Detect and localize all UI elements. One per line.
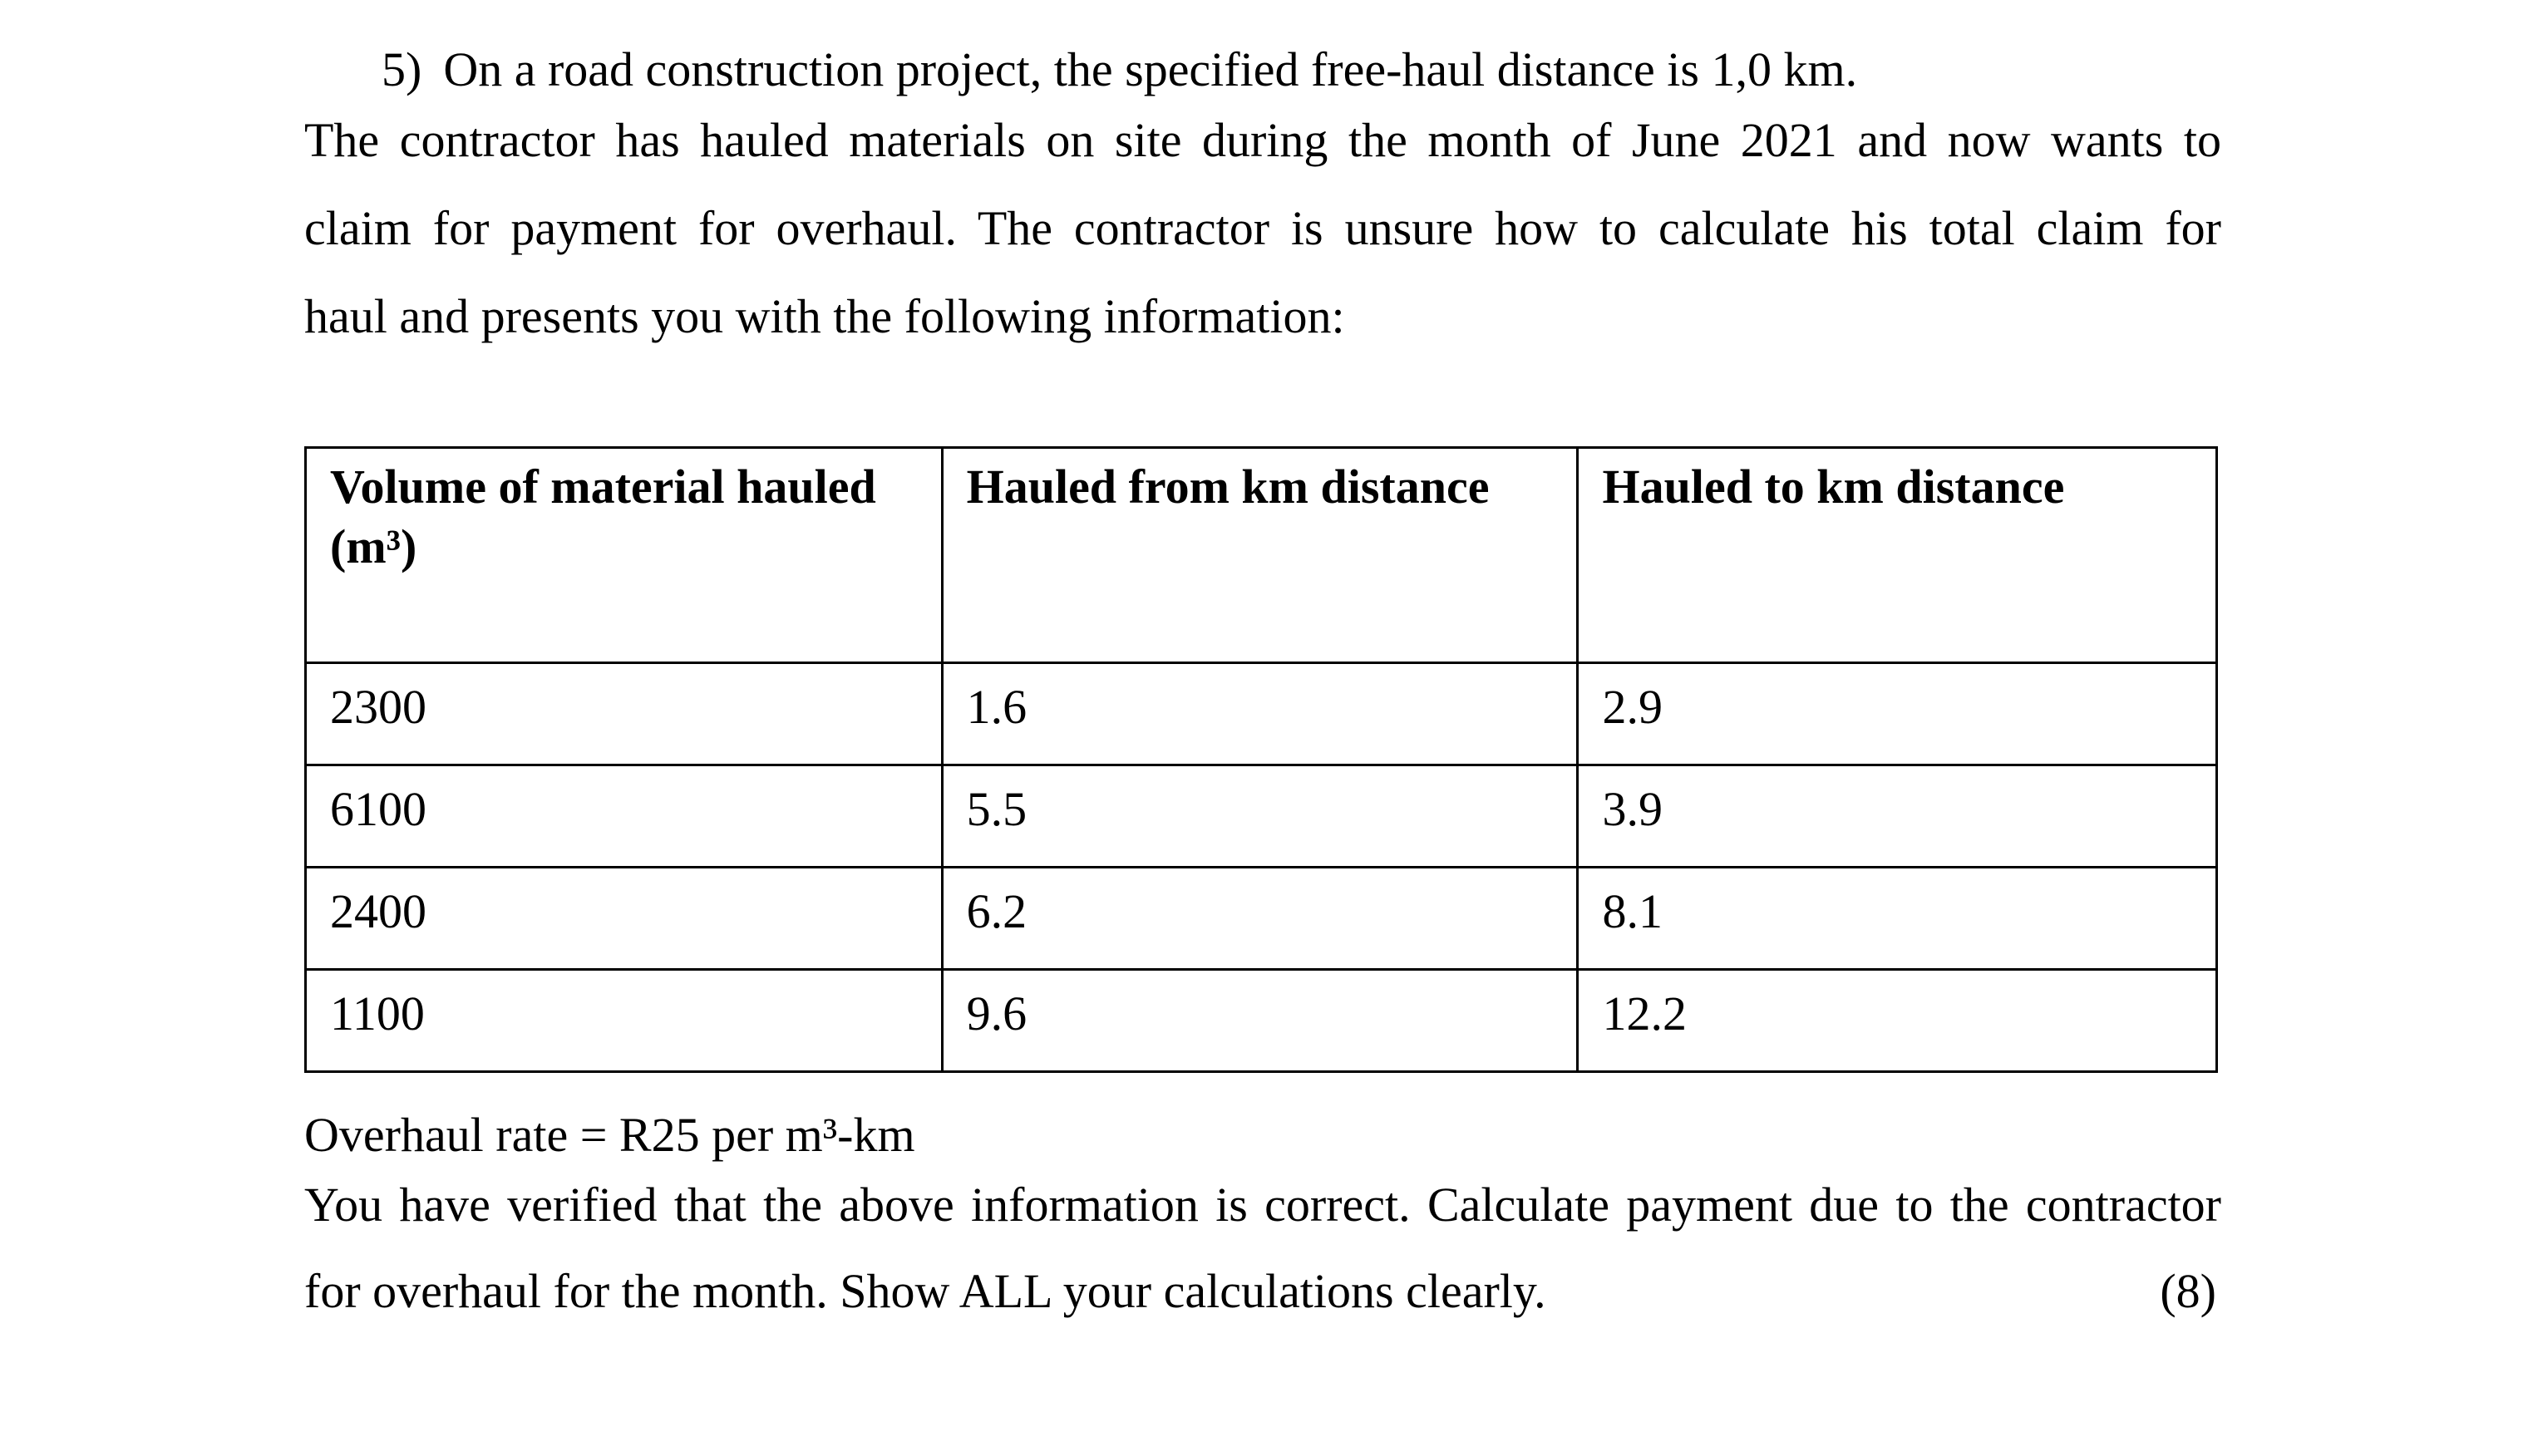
- instruction-line-1: You have verified that the above information is correct. Calculate payment due to the contractor: [304, 1178, 2221, 1232]
- table-row: [306, 868, 2217, 970]
- cell-to: 3.9: [1578, 765, 2217, 868]
- question-intro: [304, 96, 2221, 361]
- cell-volume: 1100: [306, 970, 943, 1072]
- cell-to: 12.2: [1578, 970, 2217, 1072]
- cell-volume: 6100: [306, 765, 943, 868]
- intro-line-3: haul and presents you with the following information:: [304, 289, 1345, 343]
- question-first-line: On a road construction project, the specified free-haul distance is 1,0 km.: [443, 42, 1858, 96]
- cell-volume: 2400: [306, 868, 943, 970]
- header-volume: Volume of material hauled (m³): [306, 448, 943, 663]
- cell-to: 8.1: [1578, 868, 2217, 970]
- cell-from: 6.2: [942, 868, 1578, 970]
- intro-line-1: The contractor has hauled materials on site during the month of June 2021 and now wants to: [304, 113, 2221, 167]
- haul-data-table: [304, 446, 2218, 1073]
- instruction-line-2-text: for overhaul for the month. Show ALL your calculations clearly.: [304, 1264, 1546, 1318]
- header-hauled-from: Hauled from km distance: [942, 448, 1578, 663]
- intro-line-2: claim for payment for overhaul. The contractor is unsure how to calculate his total claim for: [304, 201, 2221, 255]
- cell-from: 1.6: [942, 663, 1578, 765]
- table-row: [306, 970, 2217, 1072]
- cell-from: 9.6: [942, 970, 1578, 1072]
- overhaul-rate: Overhaul rate = R25 per m³-km: [304, 1108, 915, 1162]
- instruction-line-2: [304, 1248, 2221, 1335]
- table-row: [306, 663, 2217, 765]
- question-instructions: [304, 1162, 2221, 1335]
- marks-allocation: (8): [2160, 1264, 2216, 1318]
- table-row: [306, 765, 2217, 868]
- question-number: 5): [382, 42, 422, 96]
- table-header-row: [306, 448, 2217, 663]
- cell-to: 2.9: [1578, 663, 2217, 765]
- header-hauled-to: Hauled to km distance: [1578, 448, 2217, 663]
- cell-from: 5.5: [942, 765, 1578, 868]
- cell-volume: 2300: [306, 663, 943, 765]
- question-heading: [382, 37, 1857, 103]
